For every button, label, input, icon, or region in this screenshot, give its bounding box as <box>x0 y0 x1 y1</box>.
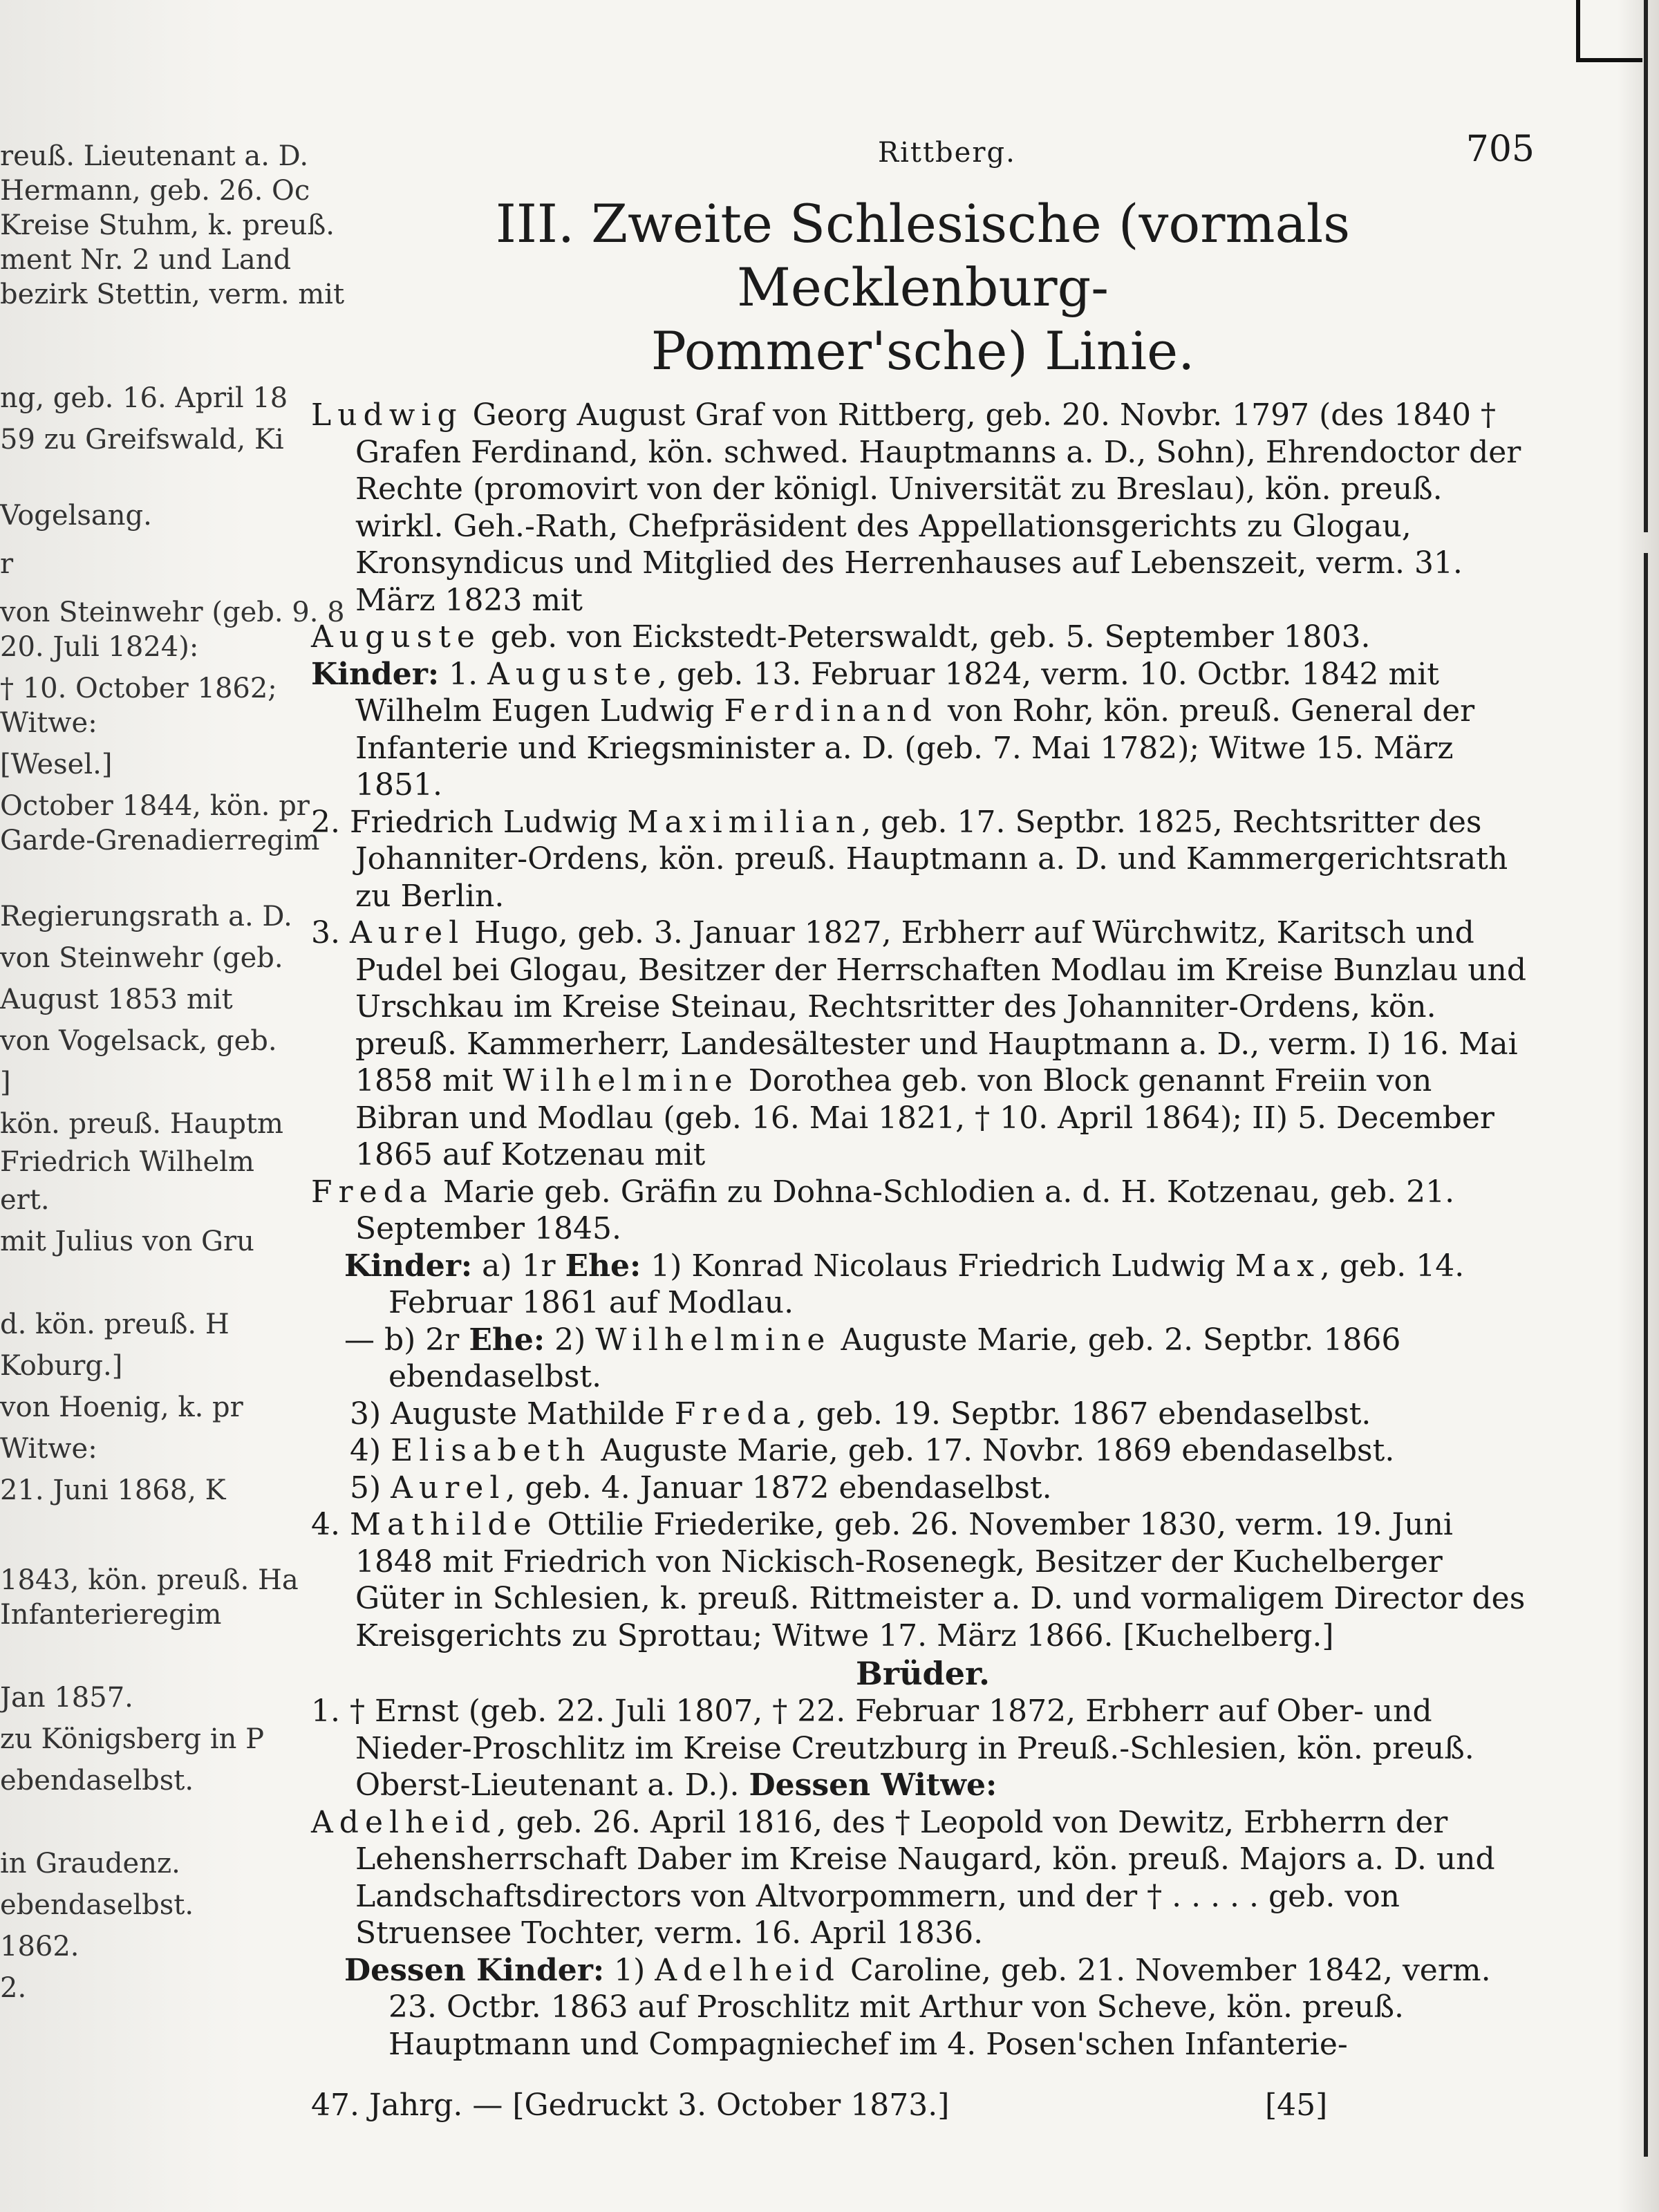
scan-shadow-right <box>1618 0 1659 2212</box>
fragment-line: kön. preuß. Hauptm <box>0 1108 283 1140</box>
running-head: Rittberg. <box>878 137 1016 169</box>
entry-name: Adelheid <box>311 1804 497 1840</box>
entry-child-2 <box>311 804 1535 915</box>
fragment-line: zu Königsberg in P <box>0 1723 265 1755</box>
fragment-line: Witwe: <box>0 707 97 739</box>
entry-name: Wilhelmine <box>503 1063 739 1098</box>
entry-label: Kinder: <box>311 656 440 692</box>
entry-text: Hugo, geb. 3. Januar 1827, Erbherr auf Würchwitz, Karitsch und Pudel bei Glogau, Besitzer der Herrschaften Modlau im Kreise Bunzlau und Urschkau im Kreise Steinau, Rechtsritter des Johanniter-Ordens, kön. preuß. Kammerherr, Landesältester und Hauptmann a. D., verm. I) 16. Mai 1858 mit <box>355 915 1527 1098</box>
entry-name: Freda <box>674 1396 797 1432</box>
entry-text: Dorothea geb. von Block genannt Freiin von Bibran und Modlau (geb. 16. Mai 1821, † 10. April 1864); II) 5. December 1865 auf Kotzenau mit <box>355 1063 1494 1172</box>
fragment-line: 1862. <box>0 1931 79 1962</box>
entry-text: Auguste Marie, geb. 17. Novbr. 1869 ebendaselbst. <box>591 1433 1395 1468</box>
entry-grandchild-4 <box>311 1432 1535 1470</box>
entry-adelheid-children <box>311 1952 1535 2063</box>
fragment-line: d. kön. preuß. H <box>0 1309 229 1340</box>
entry-name: Maximilian <box>627 804 862 840</box>
section-title <box>311 192 1535 383</box>
fragment-line: Jan 1857. <box>0 1682 133 1714</box>
entry-name: Max <box>1235 1248 1320 1284</box>
entry-text: , geb. 13. Februar 1824, verm. 10. Octbr. 1842 mit Wilhelm Eugen Ludwig <box>355 656 1439 729</box>
entry-text: 2) <box>545 1322 596 1358</box>
entry-text: 3) Auguste Mathilde <box>350 1396 675 1432</box>
entry-name: Ludwig <box>311 397 463 433</box>
entry-text: Georg August Graf von Rittberg, geb. 20. Novbr. 1797 (des 1840 † Grafen Ferdinand, kön. schwed. Hauptmanns a. D., Sohn), Ehrendoctor der Rechte (promovirt von der königl. Universität zu Breslau), kön. preuß. wirkl. Geh.-Rath, Chefpräsident des Appellationsgerichts zu Glogau, Kronsyndicus und Mitglied des Herrenhauses auf Lebenszeit, verm. 31. März 1823 mit <box>355 397 1521 618</box>
fragment-line: ] <box>0 1067 11 1098</box>
page-header <box>311 118 1535 180</box>
scan-edge-bar-lower <box>1644 553 1648 2157</box>
entry-label: Ehe: <box>469 1322 545 1358</box>
fragment-line: Friedrich Wilhelm <box>0 1146 254 1178</box>
fragment-line: ert. <box>0 1184 50 1216</box>
crop-corner-mark <box>1576 0 1642 62</box>
entry-text: Auguste Marie, geb. 2. Septbr. 1866 ebendaselbst. <box>388 1322 1401 1394</box>
fragment-line: von Hoenig, k. pr <box>0 1391 243 1423</box>
fragment-line: Infanterieregim <box>0 1599 222 1631</box>
entry-text: Ottilie Friederike, geb. 26. November 1830, verm. 19. Juni 1848 mit Friedrich von Nickisch-Rosenegk, Besitzer der Kuchelberger Güter in Schlesien, k. preuß. Rittmeister a. D. und vormaligem Director des Kreisgerichts zu Sprottau; Witwe 17. März 1866. [Kuchelberg.] <box>355 1507 1526 1653</box>
fragment-line: in Graudenz. <box>0 1848 180 1880</box>
fragment-line: ng, geb. 16. April 18 <box>0 382 288 414</box>
fragment-line: 1843, kön. preuß. Ha <box>0 1564 299 1596</box>
entry-text: , geb. 14. Februar 1861 auf Modlau. <box>388 1248 1465 1320</box>
entry-name: Auguste <box>487 656 658 692</box>
page-footer <box>311 2088 1535 2129</box>
entry-grandchildren-a <box>311 1248 1535 1322</box>
fragment-line: Garde-Grenadierregim <box>0 825 320 856</box>
entry-text: 3. <box>311 915 350 950</box>
entry-name: Mathilde <box>349 1507 538 1542</box>
entry-name: Aurel <box>349 915 465 950</box>
fragment-line: von Steinwehr (geb. <box>0 942 283 974</box>
entry-text: 1. † Ernst (geb. 22. Juli 1807, † 22. Februar 1872, Erbherr auf Ober- und Nieder-Proschlitz im Kreise Creutzburg in Preuß.-Schlesien, kön. preuß. Oberst-Lieutenant a. D.). <box>311 1694 1474 1803</box>
entry-grandchild-3 <box>311 1396 1535 1433</box>
entry-text: 4) <box>350 1433 391 1468</box>
entry-name: Wilhelmine <box>595 1322 832 1358</box>
fragment-line: Vogelsang. <box>0 500 152 532</box>
fragment-line: bezirk Stettin, verm. mit <box>0 279 345 310</box>
fragment-line: mit Julius von Gru <box>0 1226 254 1257</box>
scan-edge-bar-upper <box>1644 0 1648 532</box>
entry-text: , geb. 4. Januar 1872 ebendaselbst. <box>505 1470 1052 1506</box>
entry-text: 5) <box>350 1470 391 1506</box>
fragment-line: ebendaselbst. <box>0 1889 194 1921</box>
entry-text: a) 1r <box>472 1248 565 1284</box>
entry-label: Kinder: <box>344 1248 473 1284</box>
entry-child-3 <box>311 915 1535 1174</box>
entry-name: Auguste <box>311 619 481 655</box>
fragment-line: Witwe: <box>0 1433 97 1465</box>
fragment-line: ment Nr. 2 und Land <box>0 244 292 276</box>
fragment-line: 59 zu Greifswald, Ki <box>0 424 284 456</box>
entry-grandchildren-b <box>311 1322 1535 1396</box>
entry-name: Adelheid <box>655 1952 841 1988</box>
entry-label: Ehe: <box>565 1248 641 1284</box>
entry-name: Elisabeth <box>391 1433 592 1468</box>
entry-text: geb. von Eickstedt-Peterswaldt, geb. 5. September 1803. <box>480 619 1371 655</box>
entry-text: , geb. 17. Septbr. 1825, Rechtsritter des Johanniter-Ordens, kön. preuß. Hauptmann a. D. und Kammergerichtsrath zu Berlin. <box>355 804 1508 914</box>
entry-freda <box>311 1174 1535 1248</box>
entry-text: 2. Friedrich Ludwig <box>311 804 628 840</box>
entry-text: 4. <box>311 1507 350 1542</box>
entry-ludwig <box>311 397 1535 619</box>
entry-text: 1) Konrad Nicolaus Friedrich Ludwig <box>641 1248 1235 1284</box>
fragment-line: † 10. October 1862; <box>0 673 277 704</box>
fragment-line: 21. Juni 1868, K <box>0 1474 226 1506</box>
footer-print-note: 47. Jahrg. — [Gedruckt 3. October 1873.] <box>311 2088 950 2123</box>
entry-text: von Rohr, kön. preuß. General der Infanterie und Kriegsminister a. D. (geb. 7. Mai 1782); Witwe 15. März 1851. <box>355 693 1475 803</box>
section-title-line: Pommer'sche) Linie. <box>650 320 1195 382</box>
entry-grandchild-5 <box>311 1470 1535 1507</box>
entry-text: , geb. 26. April 1816, des † Leopold von Dewitz, Erbherrn der Lehensherrschaft Daber im Kreise Naugard, kön. preuß. Majors a. D. und Landschaftsdirectors von Altvorpommern, und der † . . . . . geb. von Struensee Tochter, verm. 16. April 1836. <box>355 1804 1495 1951</box>
signature-mark: [45] <box>1265 2088 1328 2123</box>
entry-label: Dessen Witwe: <box>749 1768 997 1803</box>
fragment-line: 20. Juli 1824): <box>0 631 199 663</box>
fragment-line: Kreise Stuhm, k. preuß. <box>0 209 335 241</box>
fragment-line: reuß. Lieutenant a. D. <box>0 140 309 172</box>
entry-text: 1. <box>439 656 488 692</box>
fragment-line: r <box>0 548 14 580</box>
entry-auguste-wife <box>311 619 1535 656</box>
entry-name: Ferdinand <box>724 693 938 729</box>
fragment-line: [Wesel.] <box>0 749 113 780</box>
entry-text: 1) <box>604 1952 655 1988</box>
entry-children-1 <box>311 656 1535 804</box>
fragment-line: ebendaselbst. <box>0 1765 194 1797</box>
entry-text: Marie geb. Gräfin zu Dohna-Schlodien a. d. H. Kotzenau, geb. 21. September 1845. <box>355 1174 1455 1246</box>
fragment-line: October 1844, kön. pr <box>0 790 310 822</box>
entry-text: Caroline, geb. 21. November 1842, verm. 23. Octbr. 1863 auf Proschlitz mit Arthur von Scheve, kön. preuß. Hauptmann und Compagniechef im 4. Posen'schen Infanterie- <box>388 1952 1491 2062</box>
page-content <box>311 118 1535 2129</box>
brothers-heading: Brüder. <box>855 1655 991 1692</box>
entry-child-4 <box>311 1506 1535 1654</box>
fragment-line: von Steinwehr (geb. 9. 8 <box>0 597 345 628</box>
fragment-line: 2. <box>0 1972 27 2004</box>
entry-text: — b) 2r <box>344 1322 469 1358</box>
entry-label: Dessen Kinder: <box>344 1952 605 1988</box>
fragment-line: August 1853 mit <box>0 984 233 1015</box>
fragment-line: von Vogelsack, geb. <box>0 1025 277 1057</box>
entry-name: Freda <box>311 1174 433 1210</box>
entry-adelheid <box>311 1804 1535 1952</box>
entry-text: , geb. 19. Septbr. 1867 ebendaselbst. <box>796 1396 1371 1432</box>
entry-brother-1 <box>311 1693 1535 1804</box>
entry-name: Aurel <box>391 1470 506 1506</box>
page-number: 705 <box>1465 129 1535 170</box>
fragment-line: Regierungsrath a. D. <box>0 901 292 932</box>
section-title-line: III. Zweite Schlesische (vormals Mecklenburg- <box>495 193 1351 318</box>
fragment-line: Hermann, geb. 26. Oc <box>0 175 310 207</box>
fragment-line: Koburg.] <box>0 1350 123 1382</box>
